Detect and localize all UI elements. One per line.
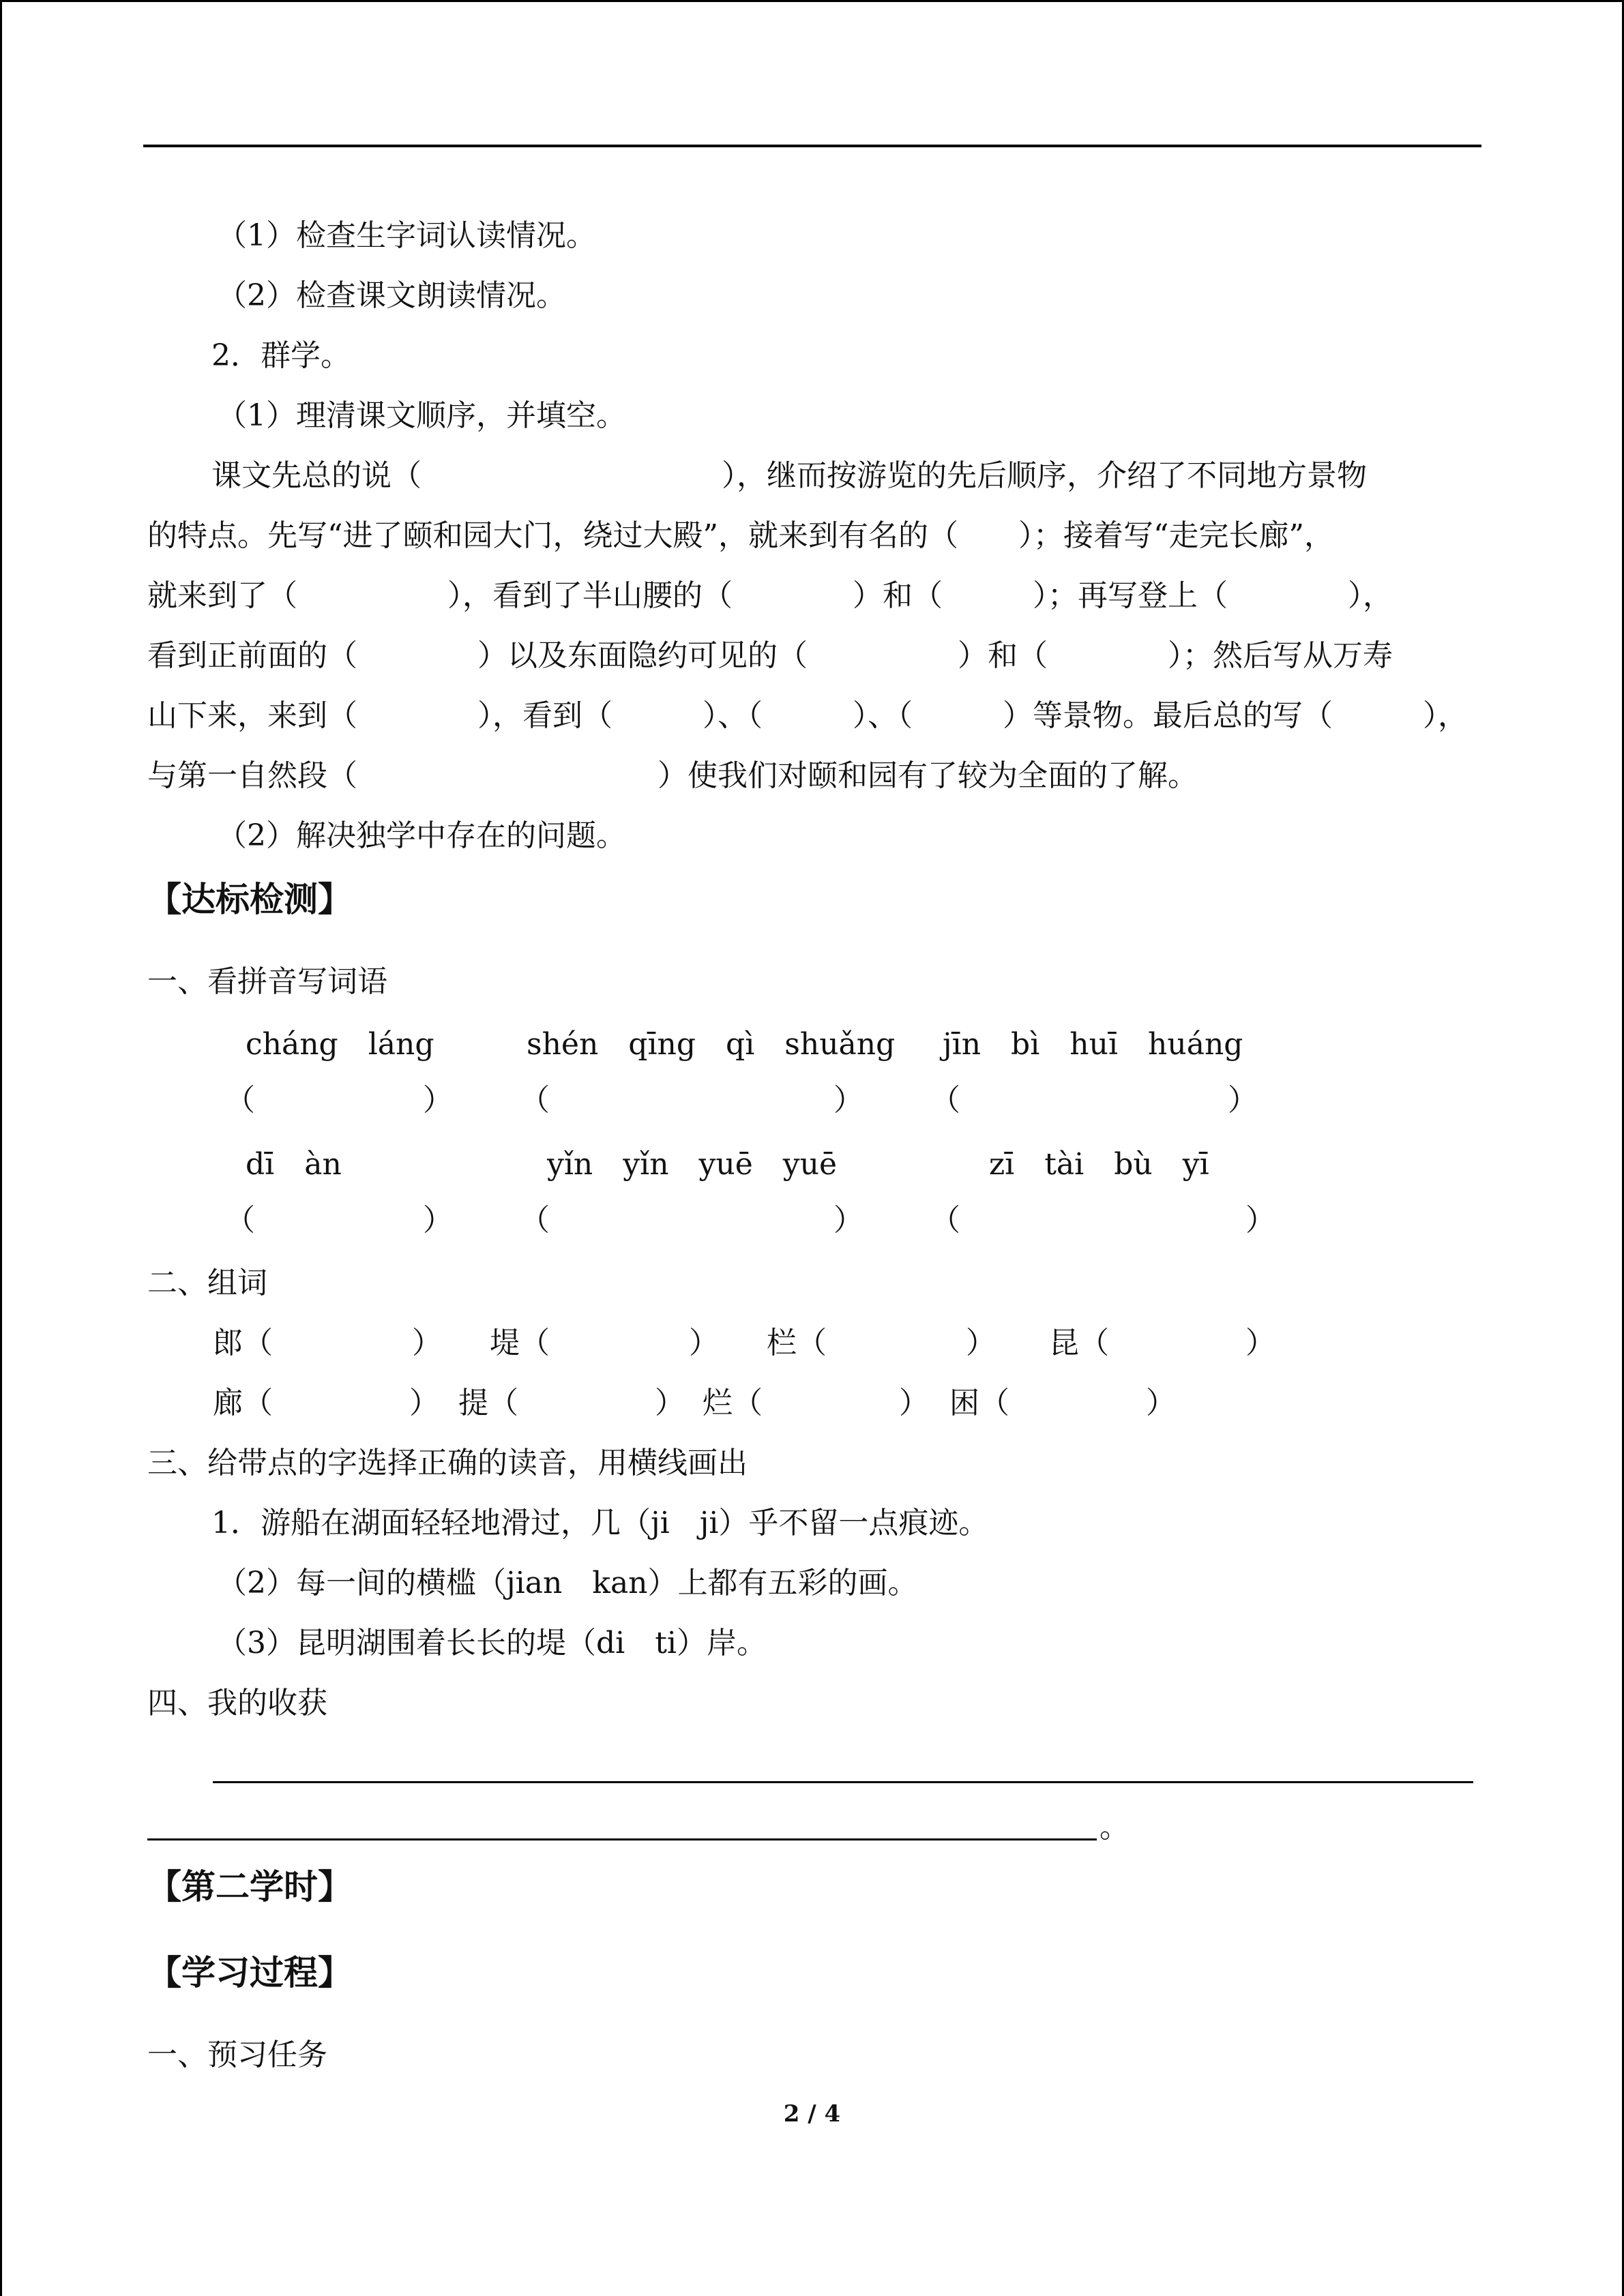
pronunciation-question-1: 1．游船在湖面轻轻地滑过，几（ji ji）乎不留一点痕迹。 — [211, 1506, 989, 1540]
word-group-lang-open: 郎（ — [213, 1326, 273, 1360]
harvest-answer-line[interactable] — [147, 1838, 1097, 1840]
section-harvest-title: 四、我的收获 — [147, 1686, 327, 1720]
item-group-study: 2．群学。 — [211, 338, 351, 373]
answer-paren-close: ） — [833, 1083, 863, 1118]
pinyin-yinyinyueyue: yǐn yǐn yuē yuē — [547, 1147, 838, 1182]
word-group-lang-close: ） — [412, 1326, 442, 1360]
fill-paragraph-line-6: 与第一自然段（ ）使我们对颐和园有了较为全面的了解。 — [147, 758, 1198, 793]
word-group-kun2-close: ） — [1146, 1386, 1176, 1420]
word-group-lang2-close: ） — [409, 1386, 439, 1420]
pinyin-dian: dī àn — [246, 1147, 342, 1182]
answer-paren-open: （ — [930, 1203, 960, 1238]
pinyin-zitaibuyi: zī tài bù yī — [989, 1147, 1209, 1182]
word-group-kun2-open: 困（ — [949, 1386, 1009, 1420]
word-group-di-close: ） — [689, 1326, 719, 1360]
section-pronunciation-title: 三、给带点的字选择正确的读音，用横线画出 — [147, 1446, 748, 1480]
answer-paren-open: （ — [520, 1083, 550, 1118]
word-group-lan2-close: ） — [899, 1386, 929, 1420]
section-pinyin-title: 一、看拼音写词语 — [147, 964, 387, 999]
item-check-reading: （2）检查课文朗读情况。 — [217, 278, 566, 313]
fill-paragraph-line-2: 的特点。先写“进了颐和园大门，绕过大殿”，就来到有名的（ ）；接着写“走完长廊”， — [147, 518, 1334, 553]
fill-paragraph-line-3: 就来到了（ ），看到了半山腰的（ ）和（ ）；再写登上（ ）， — [147, 578, 1393, 613]
answer-paren-open: （ — [930, 1083, 960, 1118]
word-group-di-open: 堤（ — [490, 1326, 550, 1360]
fill-paragraph-line-5: 山下来，来到（ ），看到（ ）、（ ）、（ ）等景物。最后总的写（ ）， — [147, 698, 1468, 733]
fill-paragraph-line-1: 课文先总的说（ ），继而按游览的先后顺序，介绍了不同地方景物 — [211, 458, 1367, 493]
section-word-group-title: 二、组词 — [147, 1266, 267, 1300]
page-number: 2 / 4 — [783, 2100, 841, 2128]
page-border-left — [0, 0, 2, 2296]
heading-learning-process: 【学习过程】 — [147, 1952, 352, 1993]
answer-paren-close: ） — [1228, 1083, 1258, 1118]
answer-paren-close: ） — [423, 1203, 453, 1238]
pinyin-shenqingqishuang: shén qīng qì shuǎng — [527, 1027, 896, 1062]
word-group-lan-open: 栏（ — [767, 1326, 827, 1360]
word-group-lan-close: ） — [966, 1326, 996, 1360]
word-group-ti-open: 提（ — [458, 1386, 518, 1420]
word-group-kun-open: 昆（ — [1049, 1326, 1109, 1360]
word-group-ti-close: ） — [655, 1386, 685, 1420]
answer-paren-open: （ — [225, 1083, 255, 1118]
pinyin-changlang: cháng láng — [246, 1027, 434, 1062]
fill-paragraph-line-4: 看到正前面的（ ）以及东面隐约可见的（ ）和（ ）；然后写从万寿 — [147, 638, 1393, 673]
answer-paren-close: ） — [1245, 1203, 1275, 1238]
pinyin-jinbihuihuang: jīn bì huī huáng — [943, 1027, 1243, 1062]
answer-paren-open: （ — [520, 1203, 550, 1238]
page-border-top — [0, 0, 1624, 2]
item-sort-order: （1）理清课文顺序，并填空。 — [217, 398, 626, 433]
section-preview-task-title: 一、预习任务 — [147, 2038, 327, 2072]
harvest-end-mark: 。 — [1099, 1810, 1130, 1845]
word-group-lan2-open: 烂（ — [703, 1386, 763, 1420]
answer-paren-close: ） — [423, 1083, 453, 1118]
word-group-kun-close: ） — [1245, 1326, 1275, 1360]
word-group-lang2-open: 廊（ — [213, 1386, 273, 1420]
answer-paren-close: ） — [833, 1203, 863, 1238]
pronunciation-question-2: （2）每一间的横槛（jian kan）上都有五彩的画。 — [217, 1566, 918, 1600]
item-check-vocab: （1）检查生字词认读情况。 — [217, 218, 596, 253]
pronunciation-question-3: （3）昆明湖围着长长的堤（di ti）岸。 — [217, 1626, 767, 1660]
harvest-answer-line[interactable] — [213, 1781, 1473, 1783]
item-solve-problems: （2）解决独学中存在的问题。 — [217, 818, 626, 853]
answer-paren-open: （ — [225, 1203, 255, 1238]
heading-second-period: 【第二学时】 — [147, 1866, 352, 1907]
heading-assessment: 【达标检测】 — [147, 879, 352, 919]
header-rule — [143, 145, 1481, 147]
